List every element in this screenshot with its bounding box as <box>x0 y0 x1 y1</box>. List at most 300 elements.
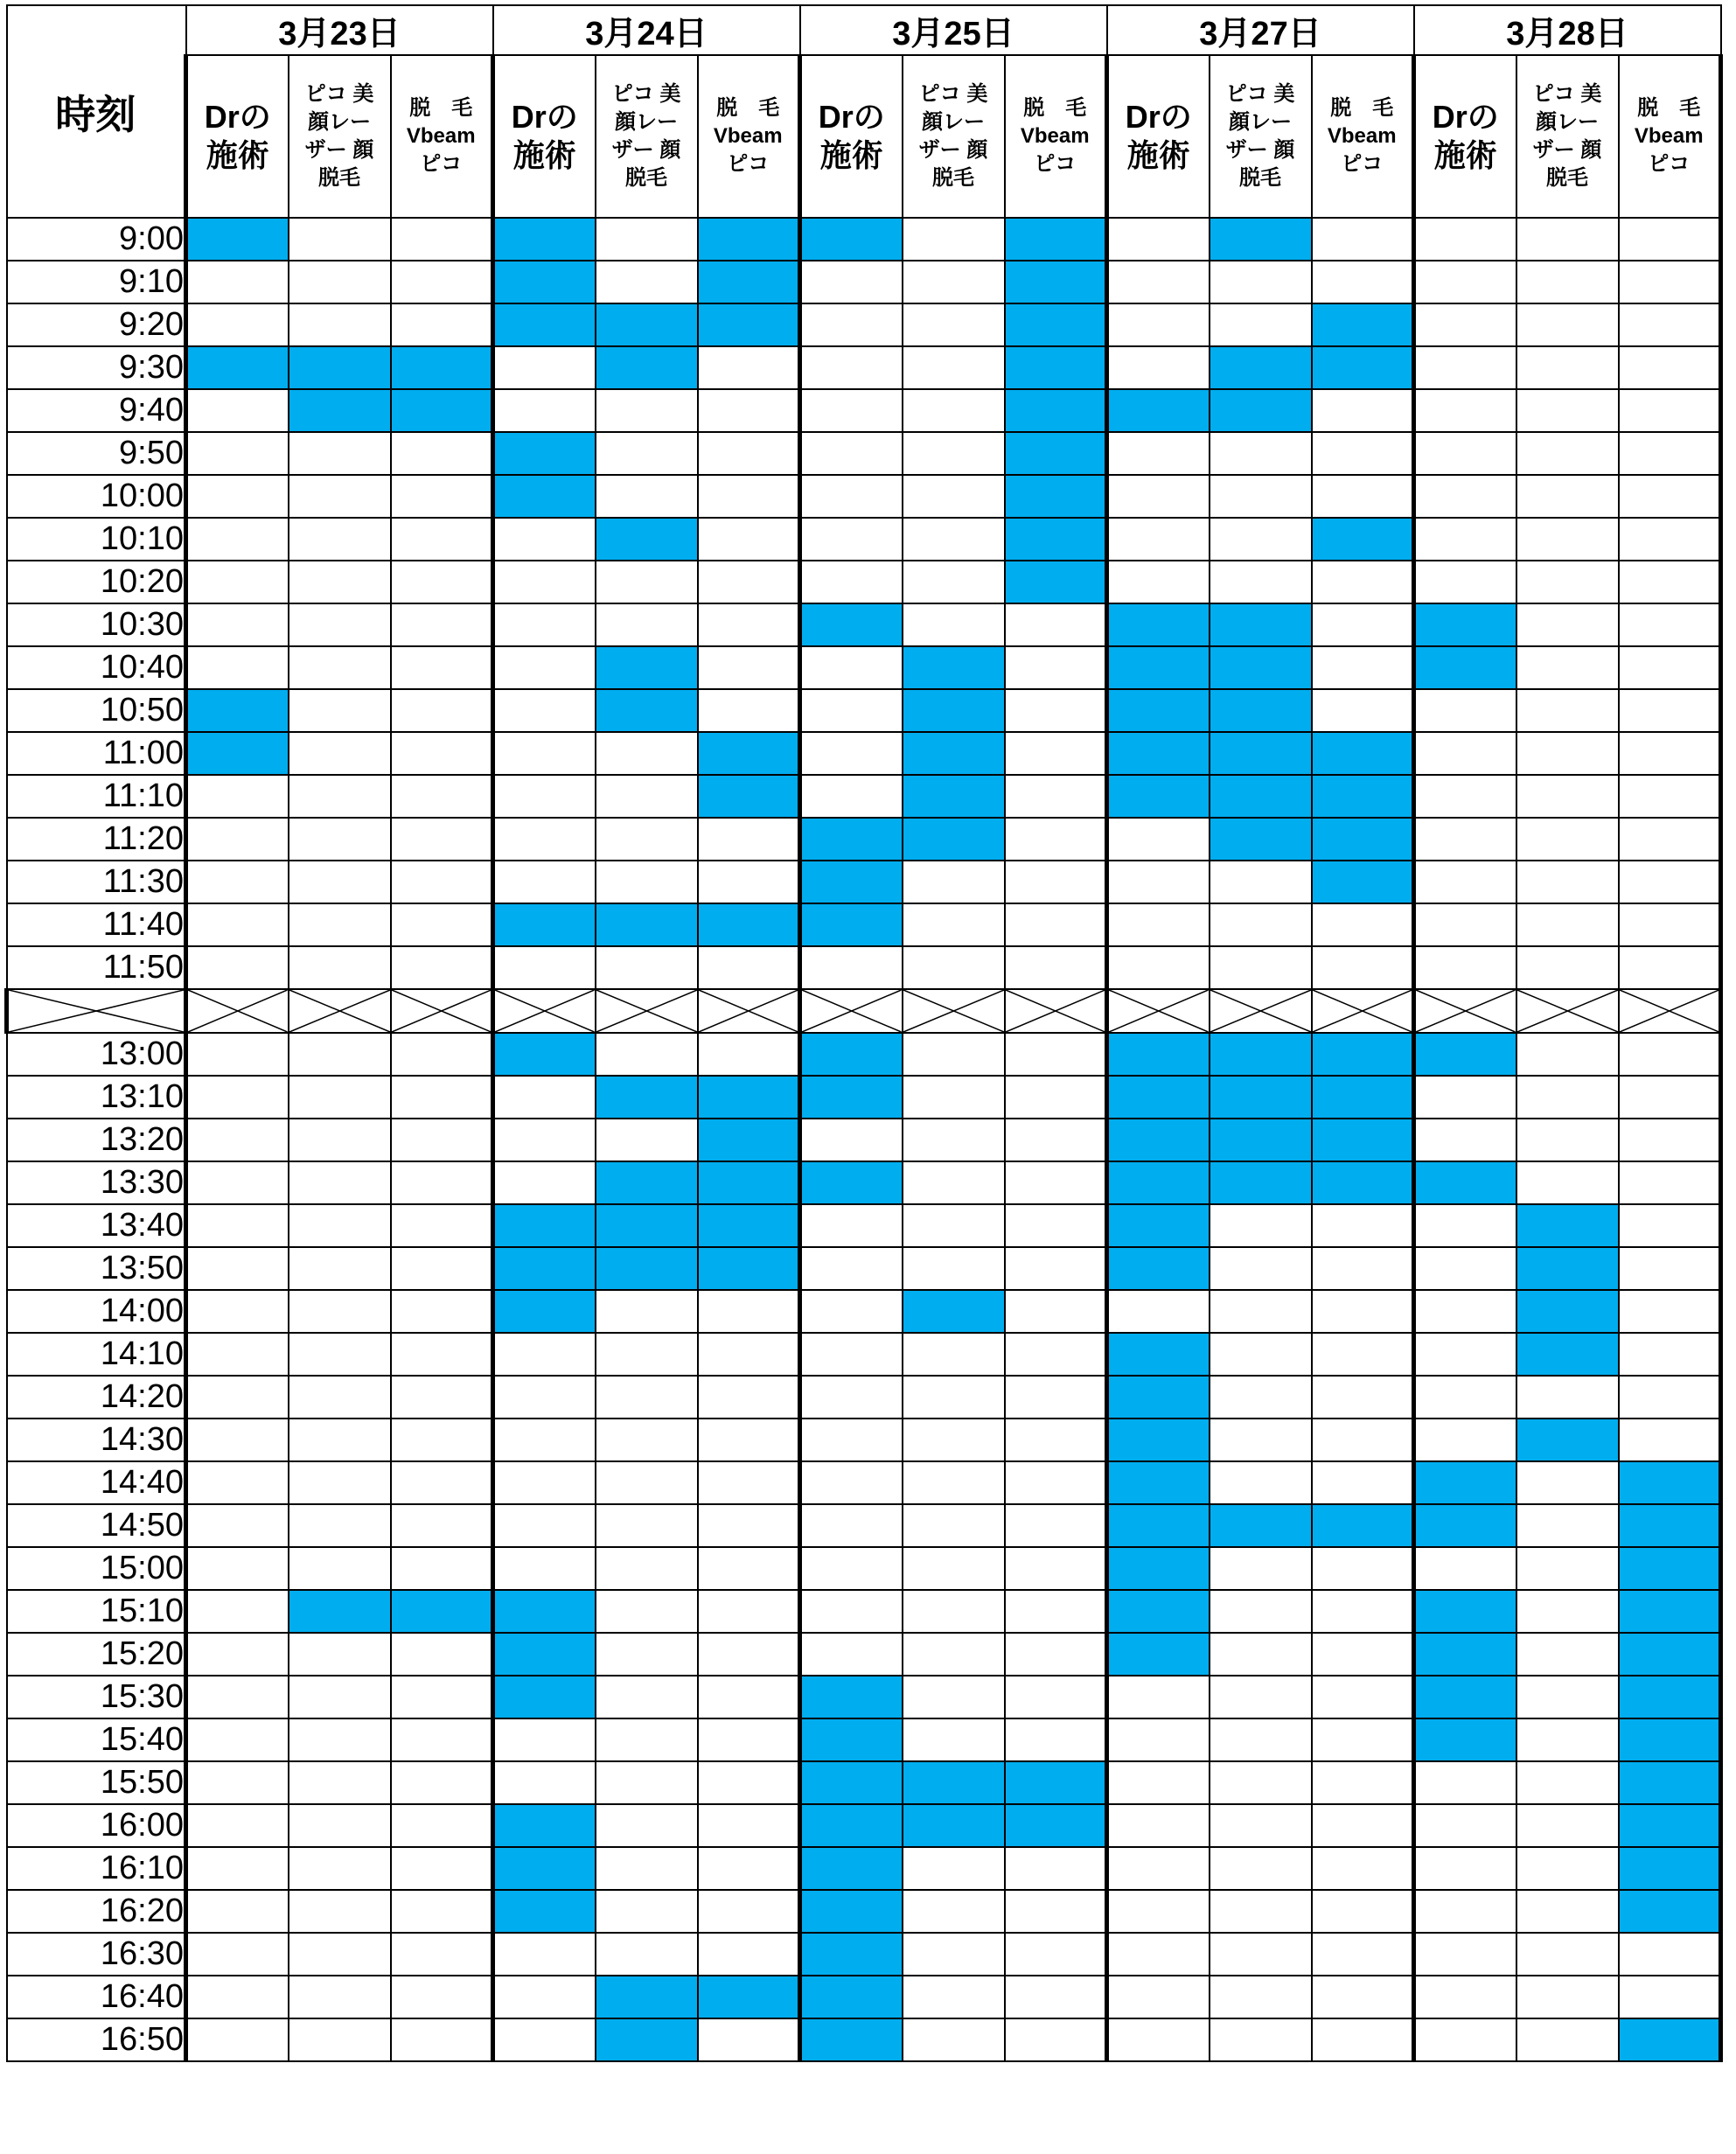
booked-slot[interactable] <box>800 1676 903 1718</box>
available-slot[interactable] <box>596 1718 698 1761</box>
available-slot[interactable] <box>1414 1547 1516 1590</box>
available-slot[interactable] <box>391 1290 493 1333</box>
available-slot[interactable] <box>1619 1976 1721 2018</box>
available-slot[interactable] <box>289 1161 391 1204</box>
available-slot[interactable] <box>1107 346 1210 389</box>
available-slot[interactable] <box>698 861 800 903</box>
booked-slot[interactable] <box>1312 818 1414 861</box>
available-slot[interactable] <box>1414 946 1516 989</box>
available-slot[interactable] <box>1312 1204 1414 1247</box>
booked-slot[interactable] <box>1107 1204 1210 1247</box>
available-slot[interactable] <box>1619 389 1721 432</box>
booked-slot[interactable] <box>1414 1504 1516 1547</box>
available-slot[interactable] <box>186 603 289 646</box>
available-slot[interactable] <box>391 1333 493 1376</box>
available-slot[interactable] <box>1516 818 1619 861</box>
available-slot[interactable] <box>289 1633 391 1676</box>
available-slot[interactable] <box>1516 903 1619 946</box>
booked-slot[interactable] <box>1107 1461 1210 1504</box>
booked-slot[interactable] <box>1005 475 1107 518</box>
available-slot[interactable] <box>186 1590 289 1633</box>
booked-slot[interactable] <box>596 689 698 732</box>
available-slot[interactable] <box>1619 518 1721 561</box>
available-slot[interactable] <box>698 1590 800 1633</box>
available-slot[interactable] <box>800 432 903 475</box>
available-slot[interactable] <box>1619 1247 1721 1290</box>
available-slot[interactable] <box>1619 1376 1721 1419</box>
available-slot[interactable] <box>391 1161 493 1204</box>
available-slot[interactable] <box>186 1761 289 1804</box>
available-slot[interactable] <box>186 2018 289 2061</box>
booked-slot[interactable] <box>1107 1247 1210 1290</box>
booked-slot[interactable] <box>1414 603 1516 646</box>
booked-slot[interactable] <box>698 1247 800 1290</box>
available-slot[interactable] <box>1619 603 1721 646</box>
booked-slot[interactable] <box>1210 732 1312 775</box>
available-slot[interactable] <box>186 561 289 603</box>
available-slot[interactable] <box>1005 603 1107 646</box>
available-slot[interactable] <box>289 1076 391 1119</box>
available-slot[interactable] <box>1414 2018 1516 2061</box>
available-slot[interactable] <box>289 1419 391 1461</box>
available-slot[interactable] <box>1516 603 1619 646</box>
available-slot[interactable] <box>698 818 800 861</box>
booked-slot[interactable] <box>289 389 391 432</box>
available-slot[interactable] <box>1005 1290 1107 1333</box>
available-slot[interactable] <box>903 1376 1005 1419</box>
available-slot[interactable] <box>391 1718 493 1761</box>
booked-slot[interactable] <box>493 1590 596 1633</box>
available-slot[interactable] <box>1516 475 1619 518</box>
available-slot[interactable] <box>391 732 493 775</box>
available-slot[interactable] <box>596 1933 698 1976</box>
available-slot[interactable] <box>1516 1033 1619 1076</box>
available-slot[interactable] <box>1005 903 1107 946</box>
available-slot[interactable] <box>391 1676 493 1718</box>
available-slot[interactable] <box>1312 603 1414 646</box>
available-slot[interactable] <box>289 1333 391 1376</box>
available-slot[interactable] <box>1619 946 1721 989</box>
available-slot[interactable] <box>493 1161 596 1204</box>
available-slot[interactable] <box>391 1976 493 2018</box>
booked-slot[interactable] <box>1107 775 1210 818</box>
available-slot[interactable] <box>289 2018 391 2061</box>
booked-slot[interactable] <box>1516 1290 1619 1333</box>
available-slot[interactable] <box>1312 1419 1414 1461</box>
available-slot[interactable] <box>698 1290 800 1333</box>
booked-slot[interactable] <box>800 1847 903 1890</box>
available-slot[interactable] <box>1005 1333 1107 1376</box>
available-slot[interactable] <box>596 732 698 775</box>
available-slot[interactable] <box>289 475 391 518</box>
available-slot[interactable] <box>903 1633 1005 1676</box>
booked-slot[interactable] <box>903 732 1005 775</box>
available-slot[interactable] <box>903 1033 1005 1076</box>
available-slot[interactable] <box>1516 1761 1619 1804</box>
available-slot[interactable] <box>493 732 596 775</box>
available-slot[interactable] <box>1210 475 1312 518</box>
booked-slot[interactable] <box>1210 646 1312 689</box>
available-slot[interactable] <box>1414 432 1516 475</box>
available-slot[interactable] <box>1414 1847 1516 1890</box>
available-slot[interactable] <box>1107 1676 1210 1718</box>
available-slot[interactable] <box>289 1033 391 1076</box>
available-slot[interactable] <box>186 1247 289 1290</box>
available-slot[interactable] <box>1414 518 1516 561</box>
available-slot[interactable] <box>186 303 289 346</box>
booked-slot[interactable] <box>1414 1718 1516 1761</box>
booked-slot[interactable] <box>1312 1076 1414 1119</box>
available-slot[interactable] <box>493 861 596 903</box>
booked-slot[interactable] <box>1312 346 1414 389</box>
booked-slot[interactable] <box>698 1976 800 2018</box>
available-slot[interactable] <box>1619 732 1721 775</box>
available-slot[interactable] <box>1210 1461 1312 1504</box>
available-slot[interactable] <box>596 603 698 646</box>
available-slot[interactable] <box>1516 1633 1619 1676</box>
booked-slot[interactable] <box>1210 1119 1312 1161</box>
available-slot[interactable] <box>1005 1076 1107 1119</box>
available-slot[interactable] <box>289 518 391 561</box>
booked-slot[interactable] <box>1107 1376 1210 1419</box>
available-slot[interactable] <box>391 1247 493 1290</box>
available-slot[interactable] <box>391 1376 493 1419</box>
available-slot[interactable] <box>1210 1976 1312 2018</box>
booked-slot[interactable] <box>596 2018 698 2061</box>
booked-slot[interactable] <box>800 1033 903 1076</box>
available-slot[interactable] <box>903 1119 1005 1161</box>
booked-slot[interactable] <box>800 818 903 861</box>
available-slot[interactable] <box>1005 1676 1107 1718</box>
available-slot[interactable] <box>903 1933 1005 1976</box>
available-slot[interactable] <box>1210 518 1312 561</box>
available-slot[interactable] <box>800 346 903 389</box>
available-slot[interactable] <box>1312 689 1414 732</box>
available-slot[interactable] <box>1210 1419 1312 1461</box>
available-slot[interactable] <box>1005 646 1107 689</box>
available-slot[interactable] <box>1210 946 1312 989</box>
available-slot[interactable] <box>493 646 596 689</box>
booked-slot[interactable] <box>903 818 1005 861</box>
available-slot[interactable] <box>1005 1976 1107 2018</box>
available-slot[interactable] <box>391 1847 493 1890</box>
available-slot[interactable] <box>1210 1290 1312 1333</box>
available-slot[interactable] <box>903 1547 1005 1590</box>
available-slot[interactable] <box>1312 432 1414 475</box>
available-slot[interactable] <box>1516 218 1619 261</box>
available-slot[interactable] <box>1210 1333 1312 1376</box>
available-slot[interactable] <box>903 946 1005 989</box>
available-slot[interactable] <box>800 1376 903 1419</box>
available-slot[interactable] <box>1312 261 1414 303</box>
available-slot[interactable] <box>1619 218 1721 261</box>
available-slot[interactable] <box>186 1419 289 1461</box>
available-slot[interactable] <box>493 1933 596 1976</box>
available-slot[interactable] <box>289 432 391 475</box>
booked-slot[interactable] <box>800 1718 903 1761</box>
available-slot[interactable] <box>289 603 391 646</box>
booked-slot[interactable] <box>800 1890 903 1933</box>
available-slot[interactable] <box>596 432 698 475</box>
available-slot[interactable] <box>698 1419 800 1461</box>
available-slot[interactable] <box>493 1419 596 1461</box>
available-slot[interactable] <box>493 1761 596 1804</box>
available-slot[interactable] <box>903 1676 1005 1718</box>
available-slot[interactable] <box>1107 861 1210 903</box>
available-slot[interactable] <box>186 1461 289 1504</box>
booked-slot[interactable] <box>1414 1676 1516 1718</box>
available-slot[interactable] <box>1619 1161 1721 1204</box>
booked-slot[interactable] <box>1619 1804 1721 1847</box>
available-slot[interactable] <box>493 518 596 561</box>
available-slot[interactable] <box>1414 1376 1516 1419</box>
available-slot[interactable] <box>1210 1718 1312 1761</box>
booked-slot[interactable] <box>1107 1504 1210 1547</box>
available-slot[interactable] <box>1210 2018 1312 2061</box>
booked-slot[interactable] <box>1107 1333 1210 1376</box>
available-slot[interactable] <box>698 1461 800 1504</box>
available-slot[interactable] <box>698 1804 800 1847</box>
booked-slot[interactable] <box>903 775 1005 818</box>
booked-slot[interactable] <box>1414 646 1516 689</box>
available-slot[interactable] <box>698 518 800 561</box>
booked-slot[interactable] <box>800 1933 903 1976</box>
available-slot[interactable] <box>391 1804 493 1847</box>
booked-slot[interactable] <box>1619 1547 1721 1590</box>
available-slot[interactable] <box>1414 303 1516 346</box>
available-slot[interactable] <box>1414 818 1516 861</box>
available-slot[interactable] <box>289 1247 391 1290</box>
available-slot[interactable] <box>1107 1933 1210 1976</box>
available-slot[interactable] <box>289 1676 391 1718</box>
available-slot[interactable] <box>1516 1847 1619 1890</box>
available-slot[interactable] <box>1414 261 1516 303</box>
booked-slot[interactable] <box>186 689 289 732</box>
available-slot[interactable] <box>698 1633 800 1676</box>
booked-slot[interactable] <box>1107 1590 1210 1633</box>
available-slot[interactable] <box>186 1119 289 1161</box>
available-slot[interactable] <box>596 389 698 432</box>
available-slot[interactable] <box>1312 1976 1414 2018</box>
available-slot[interactable] <box>800 1204 903 1247</box>
booked-slot[interactable] <box>1210 346 1312 389</box>
available-slot[interactable] <box>903 346 1005 389</box>
available-slot[interactable] <box>493 1376 596 1419</box>
booked-slot[interactable] <box>698 1076 800 1119</box>
available-slot[interactable] <box>289 1204 391 1247</box>
available-slot[interactable] <box>596 1547 698 1590</box>
available-slot[interactable] <box>186 1076 289 1119</box>
available-slot[interactable] <box>596 1890 698 1933</box>
available-slot[interactable] <box>1619 646 1721 689</box>
booked-slot[interactable] <box>1107 732 1210 775</box>
available-slot[interactable] <box>1312 1590 1414 1633</box>
booked-slot[interactable] <box>1312 1161 1414 1204</box>
available-slot[interactable] <box>596 1761 698 1804</box>
available-slot[interactable] <box>698 389 800 432</box>
available-slot[interactable] <box>698 603 800 646</box>
available-slot[interactable] <box>1414 1933 1516 1976</box>
available-slot[interactable] <box>1312 1247 1414 1290</box>
available-slot[interactable] <box>1312 1333 1414 1376</box>
booked-slot[interactable] <box>800 1804 903 1847</box>
booked-slot[interactable] <box>1005 303 1107 346</box>
available-slot[interactable] <box>698 946 800 989</box>
available-slot[interactable] <box>800 475 903 518</box>
booked-slot[interactable] <box>493 218 596 261</box>
available-slot[interactable] <box>289 1718 391 1761</box>
available-slot[interactable] <box>1312 1718 1414 1761</box>
booked-slot[interactable] <box>1005 346 1107 389</box>
available-slot[interactable] <box>1516 1590 1619 1633</box>
available-slot[interactable] <box>903 1419 1005 1461</box>
available-slot[interactable] <box>1619 1333 1721 1376</box>
available-slot[interactable] <box>289 775 391 818</box>
available-slot[interactable] <box>186 261 289 303</box>
available-slot[interactable] <box>1312 475 1414 518</box>
available-slot[interactable] <box>391 1933 493 1976</box>
booked-slot[interactable] <box>903 646 1005 689</box>
available-slot[interactable] <box>1414 1076 1516 1119</box>
available-slot[interactable] <box>1312 1847 1414 1890</box>
booked-slot[interactable] <box>1312 1033 1414 1076</box>
booked-slot[interactable] <box>1414 1461 1516 1504</box>
available-slot[interactable] <box>289 946 391 989</box>
booked-slot[interactable] <box>289 1590 391 1633</box>
available-slot[interactable] <box>186 1890 289 1933</box>
available-slot[interactable] <box>800 1247 903 1290</box>
booked-slot[interactable] <box>1210 1033 1312 1076</box>
available-slot[interactable] <box>1619 346 1721 389</box>
booked-slot[interactable] <box>186 218 289 261</box>
available-slot[interactable] <box>800 1461 903 1504</box>
booked-slot[interactable] <box>698 303 800 346</box>
booked-slot[interactable] <box>1414 1161 1516 1204</box>
available-slot[interactable] <box>391 218 493 261</box>
available-slot[interactable] <box>1414 689 1516 732</box>
booked-slot[interactable] <box>1312 303 1414 346</box>
available-slot[interactable] <box>903 1890 1005 1933</box>
available-slot[interactable] <box>391 775 493 818</box>
available-slot[interactable] <box>596 946 698 989</box>
available-slot[interactable] <box>1005 732 1107 775</box>
available-slot[interactable] <box>1005 946 1107 989</box>
available-slot[interactable] <box>186 903 289 946</box>
available-slot[interactable] <box>698 561 800 603</box>
available-slot[interactable] <box>289 903 391 946</box>
available-slot[interactable] <box>1516 2018 1619 2061</box>
booked-slot[interactable] <box>1619 1718 1721 1761</box>
available-slot[interactable] <box>903 561 1005 603</box>
available-slot[interactable] <box>1414 732 1516 775</box>
available-slot[interactable] <box>391 689 493 732</box>
available-slot[interactable] <box>903 218 1005 261</box>
available-slot[interactable] <box>1312 1633 1414 1676</box>
available-slot[interactable] <box>1516 1461 1619 1504</box>
available-slot[interactable] <box>1619 1076 1721 1119</box>
booked-slot[interactable] <box>493 903 596 946</box>
available-slot[interactable] <box>1107 1761 1210 1804</box>
available-slot[interactable] <box>1414 1976 1516 2018</box>
available-slot[interactable] <box>391 432 493 475</box>
available-slot[interactable] <box>596 561 698 603</box>
available-slot[interactable] <box>596 1290 698 1333</box>
available-slot[interactable] <box>391 1633 493 1676</box>
available-slot[interactable] <box>903 603 1005 646</box>
booked-slot[interactable] <box>391 389 493 432</box>
available-slot[interactable] <box>1312 1376 1414 1419</box>
available-slot[interactable] <box>596 218 698 261</box>
available-slot[interactable] <box>1210 303 1312 346</box>
available-slot[interactable] <box>596 475 698 518</box>
available-slot[interactable] <box>1210 1204 1312 1247</box>
available-slot[interactable] <box>1107 2018 1210 2061</box>
available-slot[interactable] <box>493 1976 596 2018</box>
available-slot[interactable] <box>596 1461 698 1504</box>
booked-slot[interactable] <box>493 1804 596 1847</box>
available-slot[interactable] <box>1005 1633 1107 1676</box>
available-slot[interactable] <box>186 861 289 903</box>
booked-slot[interactable] <box>903 689 1005 732</box>
available-slot[interactable] <box>1516 1076 1619 1119</box>
available-slot[interactable] <box>800 261 903 303</box>
available-slot[interactable] <box>493 1461 596 1504</box>
available-slot[interactable] <box>1005 1547 1107 1590</box>
available-slot[interactable] <box>698 1676 800 1718</box>
available-slot[interactable] <box>391 518 493 561</box>
available-slot[interactable] <box>1210 1376 1312 1419</box>
available-slot[interactable] <box>1516 518 1619 561</box>
available-slot[interactable] <box>289 1376 391 1419</box>
booked-slot[interactable] <box>1107 1547 1210 1590</box>
available-slot[interactable] <box>698 1933 800 1976</box>
available-slot[interactable] <box>800 1633 903 1676</box>
available-slot[interactable] <box>289 1547 391 1590</box>
booked-slot[interactable] <box>698 775 800 818</box>
booked-slot[interactable] <box>1107 1033 1210 1076</box>
available-slot[interactable] <box>1516 1933 1619 1976</box>
available-slot[interactable] <box>1210 903 1312 946</box>
booked-slot[interactable] <box>596 1204 698 1247</box>
available-slot[interactable] <box>1107 261 1210 303</box>
available-slot[interactable] <box>1312 1290 1414 1333</box>
booked-slot[interactable] <box>1107 689 1210 732</box>
booked-slot[interactable] <box>1005 1761 1107 1804</box>
available-slot[interactable] <box>1210 1933 1312 1976</box>
available-slot[interactable] <box>1516 732 1619 775</box>
available-slot[interactable] <box>1312 1676 1414 1718</box>
available-slot[interactable] <box>698 1033 800 1076</box>
available-slot[interactable] <box>1210 1590 1312 1633</box>
booked-slot[interactable] <box>493 1290 596 1333</box>
available-slot[interactable] <box>1516 1718 1619 1761</box>
available-slot[interactable] <box>596 1333 698 1376</box>
booked-slot[interactable] <box>1619 1590 1721 1633</box>
available-slot[interactable] <box>698 1890 800 1933</box>
available-slot[interactable] <box>1312 1547 1414 1590</box>
available-slot[interactable] <box>1619 475 1721 518</box>
available-slot[interactable] <box>1107 1804 1210 1847</box>
available-slot[interactable] <box>1312 1804 1414 1847</box>
available-slot[interactable] <box>1107 1890 1210 1933</box>
available-slot[interactable] <box>493 1119 596 1161</box>
available-slot[interactable] <box>1005 1933 1107 1976</box>
booked-slot[interactable] <box>1312 775 1414 818</box>
available-slot[interactable] <box>1005 1161 1107 1204</box>
available-slot[interactable] <box>289 561 391 603</box>
booked-slot[interactable] <box>1619 1847 1721 1890</box>
booked-slot[interactable] <box>903 1761 1005 1804</box>
